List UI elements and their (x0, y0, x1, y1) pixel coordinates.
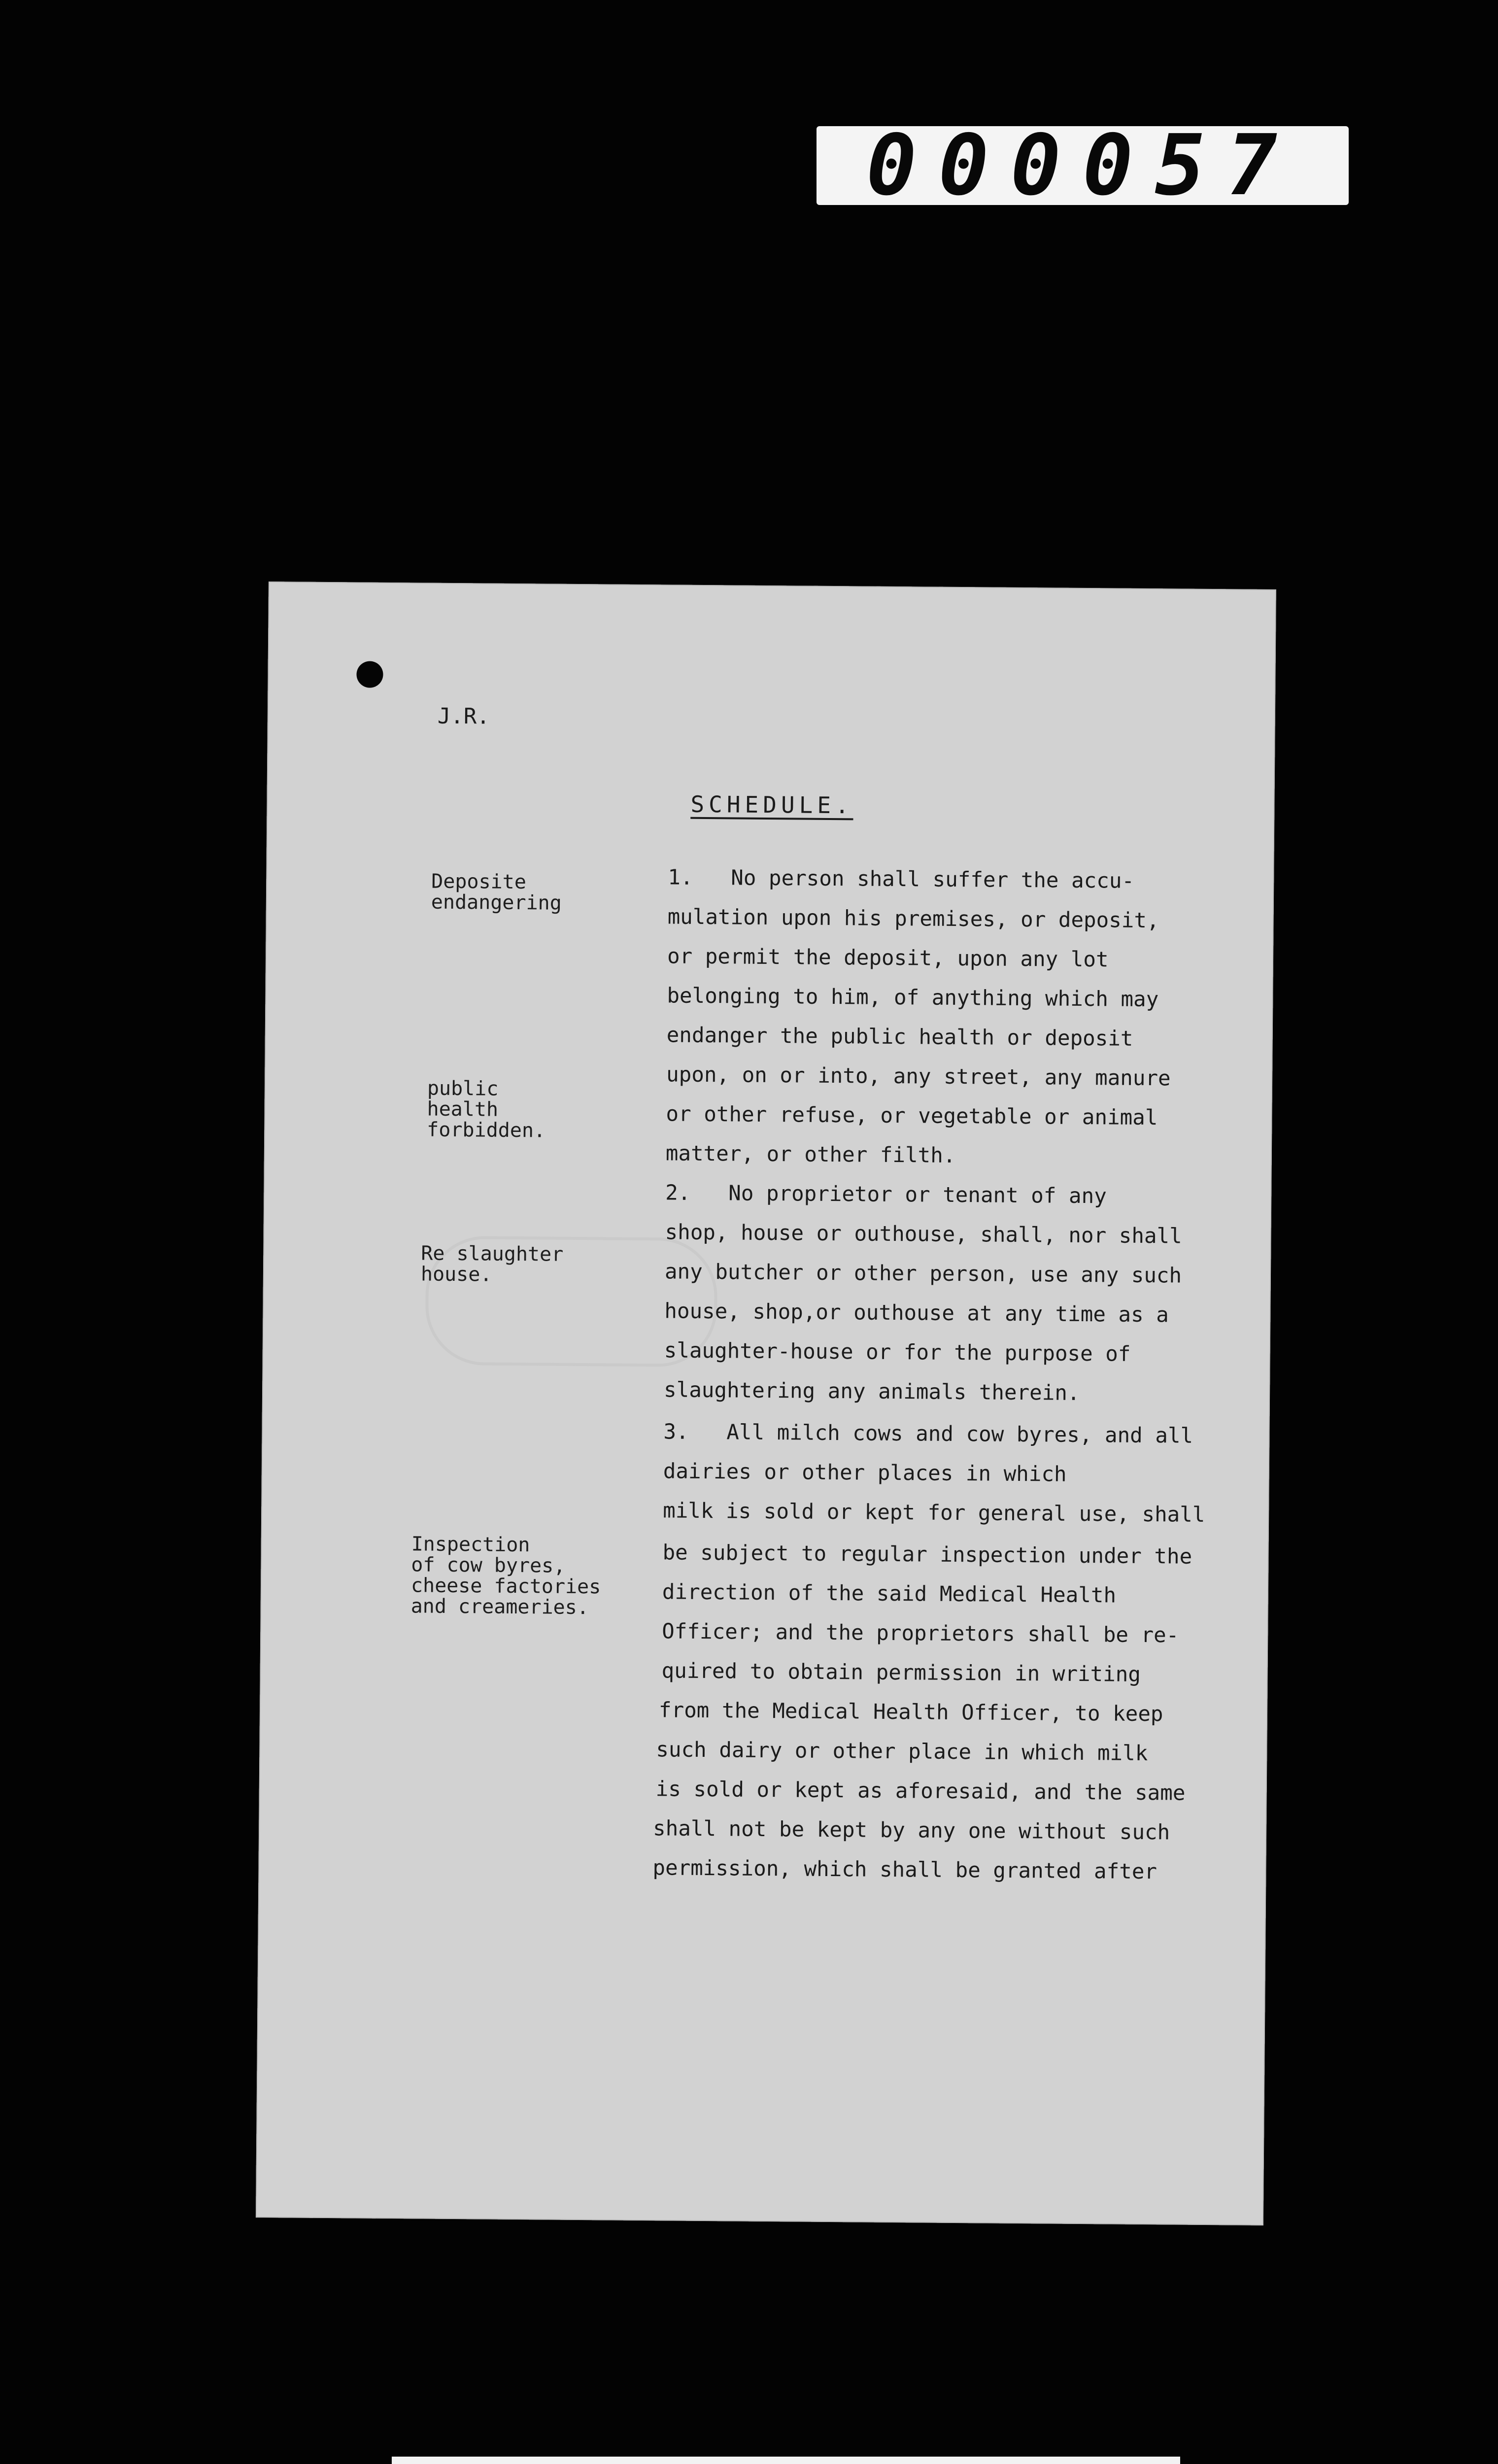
document-title: SCHEDULE. (690, 790, 853, 819)
schedule-body (652, 865, 1234, 1884)
schedule-line: from the Medical Health Officer, to keep (658, 1698, 1163, 1727)
frame-digit: 0 (1010, 117, 1083, 214)
schedule-line: shall not be kept by any one without such (652, 1816, 1170, 1845)
frame-digit: 7 (1226, 117, 1299, 214)
schedule-line: Officer; and the proprietors shall be re- (662, 1619, 1179, 1648)
schedule-line: milk is sold or kept for general use, shall (663, 1499, 1205, 1527)
schedule-line: any butcher or other person, use any such (664, 1260, 1182, 1288)
schedule-line: quired to obtain permission in writing (661, 1659, 1141, 1687)
margin-note-inspection: Inspection of cow byres, cheese factories and creameries. (410, 1533, 601, 1619)
schedule-line: slaughter-house or for the purpose of (664, 1338, 1131, 1367)
margin-note-slaughter-house: Re slaughter house. (420, 1242, 564, 1286)
schedule-line: shop, house or outhouse, shall, nor shall (665, 1220, 1182, 1249)
schedule-line: 1. No person shall suffer the accu- (668, 865, 1135, 893)
schedule-line: or other refuse, or vegetable or animal (666, 1102, 1158, 1130)
frame-digit: 0 (938, 117, 1011, 214)
schedule-line: direction of the said Medical Health (662, 1580, 1117, 1608)
schedule-line: upon, on or into, any street, any manure (666, 1062, 1171, 1091)
frame-digit: 5 (1155, 117, 1227, 214)
schedule-line: permission, which shall be granted after (652, 1856, 1158, 1884)
schedule-line: 2. No proprietor or tenant of any (665, 1181, 1107, 1209)
punch-hole (356, 661, 383, 687)
schedule-line: matter, or other filth. (665, 1141, 956, 1168)
schedule-line: dairies or other places in which (663, 1459, 1067, 1487)
schedule-line: belonging to him, of anything which may (667, 984, 1159, 1012)
department-label (392, 2457, 1180, 2464)
schedule-line: such dairy or other place in which milk (656, 1738, 1148, 1766)
schedule-line: is sold or kept as aforesaid, and the same (655, 1777, 1186, 1806)
margin-note-public-health: public health forbidden. (427, 1077, 546, 1142)
document-initials: J.R. (437, 703, 490, 729)
document-page (256, 582, 1276, 2225)
frame-digit: 0 (866, 117, 939, 214)
schedule-line: mulation upon his premises, or deposit, (667, 905, 1159, 933)
schedule-line: endanger the public health or deposit (666, 1023, 1133, 1051)
frame-digit: 0 (1083, 117, 1155, 214)
margin-note-deposits: Deposite endangering (431, 870, 562, 915)
schedule-line: or permit the deposit, upon any lot (667, 944, 1109, 972)
schedule-line: be subject to regular inspection under the (662, 1540, 1192, 1569)
schedule-line: house, shop,or outhouse at any time as a (664, 1299, 1169, 1328)
schedule-line: slaughtering any animals therein. (663, 1378, 1080, 1405)
schedule-line: 3. All milch cows and cow byres, and all (663, 1420, 1193, 1448)
frame-number (817, 117, 1349, 214)
